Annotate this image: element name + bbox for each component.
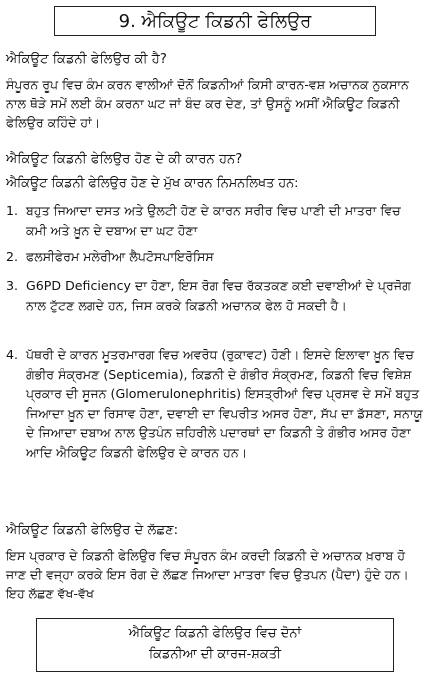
cause-number: 2. — [6, 249, 19, 264]
cause-text: ਫਲਸੀਫੇਰਮ ਮਲੇਰੀਆ ਲੈਪਟੋਸਪਾਇਰੋਸਿਸ — [26, 249, 214, 264]
chapter-title: 9. ਐਕਿਊਟ ਕਿਡਨੀ ਫੇਲਿਉਰ — [118, 10, 312, 32]
question-what-is: ਐਕਿਊਟ ਕਿਡਨੀ ਫੇਲਿਉਰ ਕੀ ਹੈ? — [6, 52, 167, 67]
chapter-title-box — [54, 6, 376, 36]
cause-number: 4. — [6, 347, 19, 362]
question-symptoms: ਐਕਿਊਟ ਕਿਡਨੀ ਫੇਲਿਉਰ ਦੇ ਲੱਛਣ: — [6, 523, 179, 538]
cause-text: G6PD Deficiency ਦਾ ਹੋਣਾ, ਇਸ ਰੋਗ ਵਿਚ ਰੱਕਤਕਣ ਕਈ ਦਵਾਈਆਂ ਦੇ ਪ੍ਰਜੋਗ ਨਾਲ ਟੁੱਟਣ ਲਗਦੇ ਹਨ, ਜਿਸ ਕਰਕੇ ਕਿਡਨੀ ਅਚਾਨਕ ਫੇਲ ਹੋ ਸਕਦੀ ਹੈ। — [26, 278, 411, 313]
cause-text: ਬਹੁਤ ਜਿਆਦਾ ਦਸਤ ਅਤੇ ਉਲਟੀ ਹੋਣ ਦੇ ਕਾਰਨ ਸਰੀਰ ਵਿਚ ਪਾਣੀ ਦੀ ਮਾਤਰਾ ਵਿਚ ਕਮੀ ਅਤੇ ਖ਼ੂਨ ਦੇ ਦਬਾਅ ਦਾ ਘਟ ਹੋਣਾ — [26, 203, 401, 238]
cause-text: ਪੱਥਰੀ ਦੇ ਕਾਰਨ ਮੂਤਰਮਾਰਗ ਵਿਚ ਅਵਰੋਧ (ਰੁਕਾਵਟ) ਹੋਣੀ। ਇਸਦੇ ਇਲਾਵਾ ਖ਼ੂਨ ਵਿਚ ਗੰਭੀਰ ਸੰਕ੍ਰਮਣ (Septicemia), ਕਿਡਨੀ ਦੇ ਗੰਭੀਰ ਸੰਕ੍ਰਮਣ, ਕਿਡਨੀ ਵਿਚ ਵਿਸ਼ੇਸ਼ ਪ੍ਰਕਾਰ ਦੀ ਸੂਜਨ (Glomerulonephritis) ਇਸਤ੍ਰੀਆਂ ਵਿਚ ਪ੍ਰਸਵ ਦੇ ਸਮੇਂ ਬਹੁਤ ਜਿਆਦਾ ਖ਼ੂਨ ਦਾ ਰਿਸਾਵ ਹੋਣਾ, ਦਵਾਈ ਦਾ ਵਿਪਰੀਤ ਅਸਰ ਹੋਣਾ, ਸੱਪ ਦਾ ਡੱਸਣਾ, ਸਨਾਯੂ ਦੇ ਜਿਆਦਾ ਦਬਾਅ ਨਾਲ ਉਤਪੰਨ ਜ਼ਹਿਰੀਲੇ ਪਦਾਰਥਾਂ ਦਾ ਕਿਡਨੀ ਤੇ ਗੰਭੀਰ ਅਸਰ ਹੋਣਾ ਆਦਿ ਐਕਿਊਟ ਕਿਡਨੀ ਫੇਲਿਉਰ ਦੇ ਕਾਰਨ ਹਨ। — [26, 347, 423, 460]
cause-number: 3. — [6, 278, 19, 293]
caption-line-1: ਐਕਿਊਟ ਕਿਡਨੀ ਫੇਲਿਉਰ ਵਿਚ ਦੋਨਾਂ — [128, 626, 302, 641]
question-causes: ਐਕਿਊਟ ਕਿਡਨੀ ਫੇਲਿਉਰ ਹੋਣ ਦੇ ਕੀ ਕਾਰਨ ਹਨ? — [6, 152, 243, 167]
answer-what-is: ਸੰਪੂਰਨ ਰੂਪ ਵਿਚ ਕੰਮ ਕਰਨ ਵਾਲੀਆਂ ਦੋਨੋਂ ਕਿਡਨੀਆਂ ਕਿਸੀ ਕਾਰਨ-ਵਸ਼ ਅਚਾਨਕ ਨੁਕਸਾਨ ਨਾਲ ਥੋੜੇ ਸਮੇਂ ਲਈ ਕੰਮ ਕਰਨਾ ਘਟ ਜਾਂ ਬੰਦ ਕਰ ਦੇਣ, ਤਾਂ ਉਸਨੂੰ ਅਸੀਂ ਐਕਿਊਟ ਕਿਡਨੀ ਫੇਲਿਉਰ ਕਹਿੰਦੇ ਹਾਂ। — [6, 77, 409, 130]
causes-intro: ਐਕਿਊਟ ਕਿਡਨੀ ਫੇਲਿਉਰ ਹੋਣ ਦੇ ਮੁੱਖ ਕਾਰਨ ਨਿਮਨਲਿਖਤ ਹਨ: — [6, 176, 299, 191]
answer-symptoms: ਇਸ ਪ੍ਰਕਾਰ ਦੇ ਕਿਡਨੀ ਫੇਲਿਉਰ ਵਿਚ ਸੰਪੂਰਨ ਕੰਮ ਕਰਦੀ ਕਿਡਨੀ ਦੇ ਅਚਾਨਕ ਖ਼ਰਾਬ ਹੋ ਜਾਣ ਦੀ ਵਜ੍ਹਾ ਕਰਕੇ ਇਸ ਰੋਗ ਦੇ ਲੱਛਣ ਜਿਆਦਾ ਮਾਤਰਾ ਵਿਚ ਉਤਪਨ (ਪੈਦਾ) ਹੁੰਦੇ ਹਨ। ਇਹ ਲੱਛਣ ਵੱਖ-ਵੱਖ — [6, 548, 409, 601]
caption-line-2: ਕਿਡਨੀਆ ਦੀ ਕਾਰਜ-ਸ਼ਕਤੀ — [148, 647, 282, 662]
caption-box — [36, 618, 394, 672]
cause-number: 1. — [6, 203, 19, 218]
